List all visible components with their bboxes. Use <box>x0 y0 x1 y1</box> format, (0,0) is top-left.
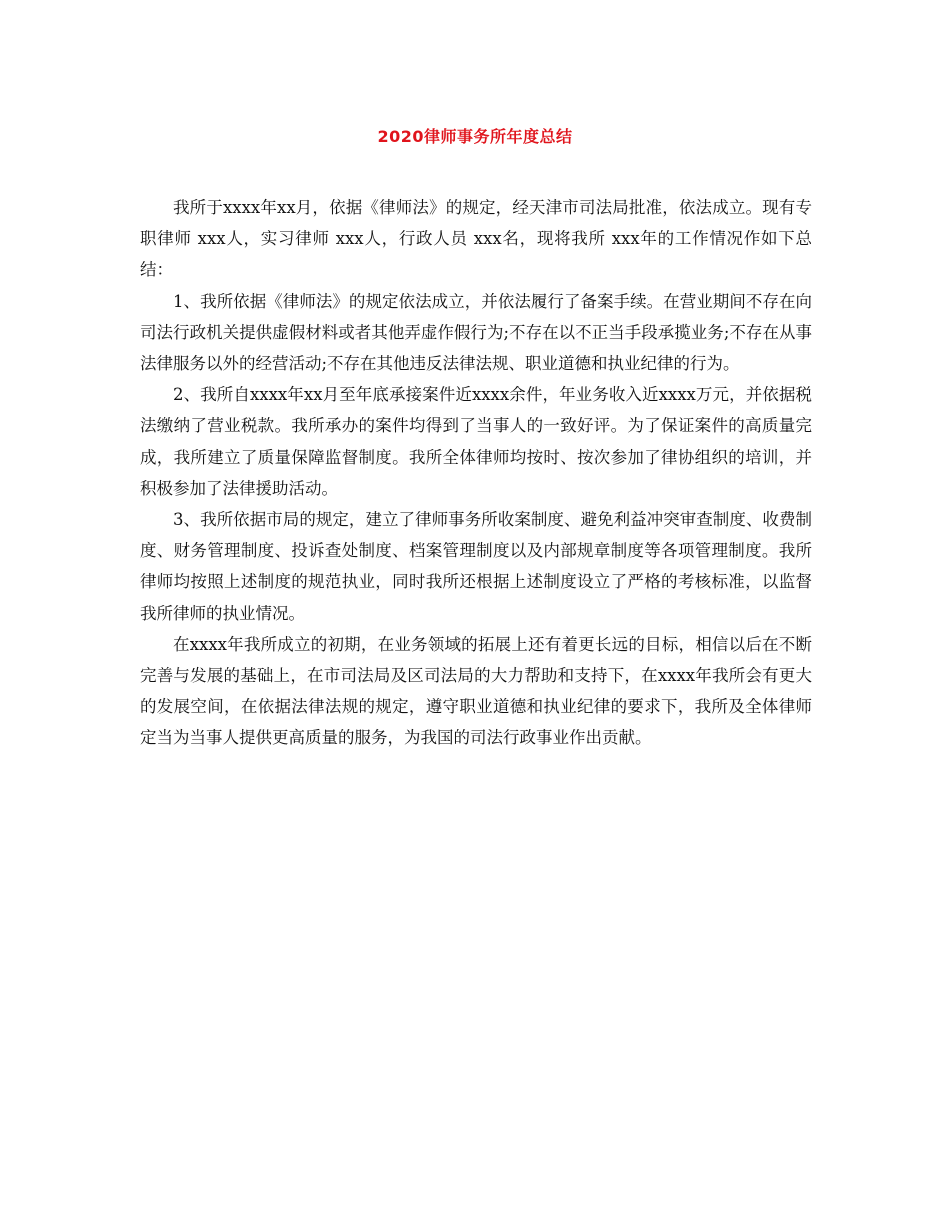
paragraph-intro: 我所于xxxx年xx月，依据《律师法》的规定，经天津市司法局批准，依法成立。现有专职律师 xxx人，实习律师 xxx人，行政人员 xxx名，现将我所 xxx年的工作情况作如下总结： <box>140 198 812 280</box>
document-body <box>140 192 812 754</box>
paragraph-item-3: 3、我所依据市局的规定，建立了律师事务所收案制度、避免利益冲突审查制度、收费制度、财务管理制度、投诉查处制度、档案管理制度以及内部规章制度等各项管理制度。我所律师均按照上述制度的规范执业，同时我所还根据上述制度设立了严格的考核标准，以监督我所律师的执业情况。 <box>140 510 812 623</box>
paragraph-item-1: 1、我所依据《律师法》的规定依法成立，并依法履行了备案手续。在营业期间不存在向司法行政机关提供虚假材料或者其他弄虚作假行为;不存在以不正当手段承揽业务;不存在从事法律服务以外的经营活动;不存在其他违反法律法规、职业道德和执业纪律的行为。 <box>140 291 812 374</box>
paragraph-conclusion: 在xxxx年我所成立的初期，在业务领域的拓展上还有着更长远的目标，相信以后在不断完善与发展的基础上，在市司法局及区司法局的大力帮助和支持下，在xxxx年我所会有更大的发展空间，在依据法律法规的规定，遵守职业道德和执业纪律的要求下，我所及全体律师定当为当事人提供更高质量的服务，为我国的司法行政事业作出贡献。 <box>140 634 812 748</box>
document-title: 2020律师事务所年度总结 <box>377 127 573 146</box>
paragraph-item-2: 2、我所自xxxx年xx月至年底承接案件近xxxx余件，年业务收入近xxxx万元，并依据税法缴纳了营业税款。我所承办的案件均得到了当事人的一致好评。为了保证案件的高质量完成，我所建立了质量保障监督制度。我所全体律师均按时、按次参加了律协组织的培训，并积极参加了法律援助活动。 <box>140 385 812 498</box>
